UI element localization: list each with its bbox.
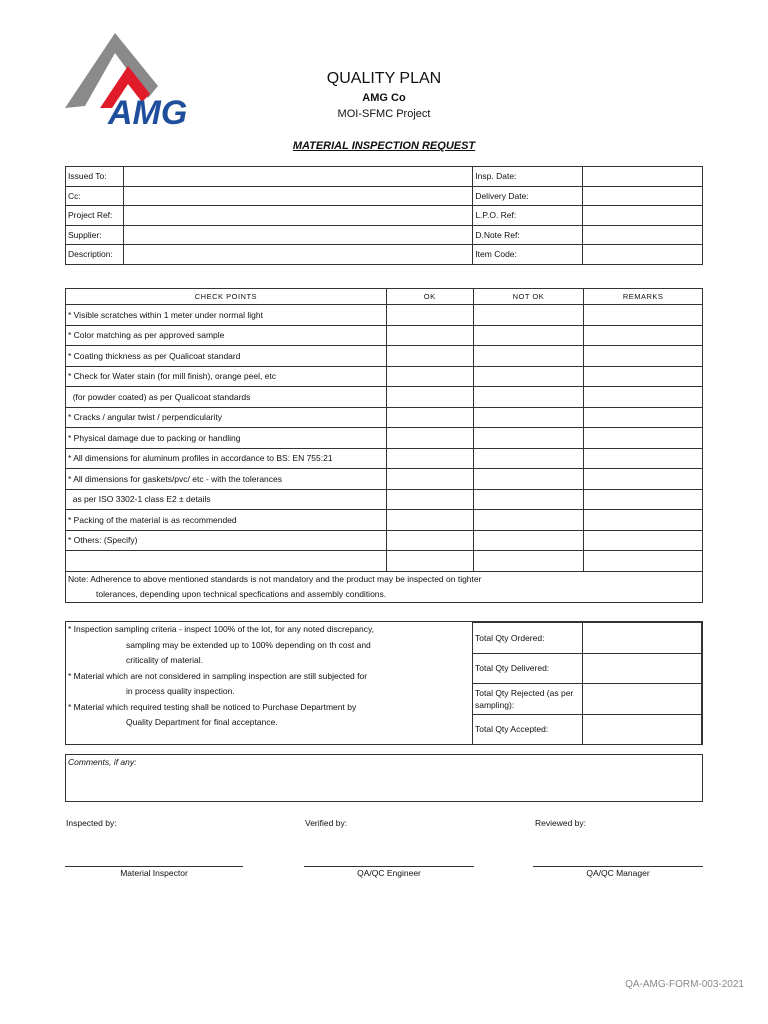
remarks-cell[interactable] [584,346,703,367]
checkpoint-text [66,551,387,572]
checkpoint-text: * Visible scratches within 1 meter under normal light [66,305,387,326]
company-name: AMG Co [362,92,406,104]
ok-cell[interactable] [386,448,473,469]
checklist-row [66,530,703,551]
ok-cell[interactable] [386,489,473,510]
qty-label: Total Qty Accepted: [473,714,583,745]
qty-row [473,714,702,745]
info-row [66,186,703,206]
info-row [66,245,703,265]
info-right-label: D.Note Ref: [473,225,583,245]
checklist-note [66,571,703,602]
inspector-title: Material Inspector [120,868,188,878]
checklist-row [66,448,703,469]
header-check-points: CHECK POINTS [66,289,387,305]
ok-cell[interactable] [386,407,473,428]
project-name: MOI-SFMC Project [337,108,431,120]
header-not-ok: NOT OK [473,289,584,305]
remarks-cell[interactable] [584,305,703,326]
checklist-table [65,288,703,603]
info-left-label: Supplier: [66,225,124,245]
header-ok: OK [386,289,473,305]
form-code: QA-AMG-FORM-003-2021 [625,979,744,990]
info-left-label: Issued To: [66,167,124,187]
qty-row [473,684,702,715]
checklist-row [66,366,703,387]
checkpoint-text: * Coating thickness as per Qualicoat standard [66,346,387,367]
ok-cell[interactable] [386,551,473,572]
info-row [66,206,703,226]
info-right-label: Delivery Date: [473,186,583,206]
checklist-row [66,489,703,510]
remarks-cell[interactable] [584,407,703,428]
note-line-2: tolerances, depending upon technical specfications and assembly conditions. [96,588,387,599]
info-left-value[interactable] [123,245,472,265]
info-right-value[interactable] [583,225,703,245]
sampling-line: Quality Department for final acceptance. [126,717,278,727]
qty-label: Total Qty Delivered: [473,653,583,684]
qty-value[interactable] [582,714,701,745]
ok-cell[interactable] [386,428,473,449]
remarks-cell[interactable] [584,530,703,551]
info-right-value[interactable] [583,167,703,187]
inspector-signature-line[interactable] [65,866,243,867]
not-ok-cell[interactable] [473,366,584,387]
remarks-cell[interactable] [584,489,703,510]
form-title: MATERIAL INSPECTION REQUEST [292,140,476,152]
checklist-header-row [66,289,703,305]
engineer-signature-line[interactable] [304,866,474,867]
info-right-value[interactable] [583,206,703,226]
not-ok-cell[interactable] [473,510,584,531]
qty-label: Total Qty Rejected (as per sampling): [473,684,583,715]
ok-cell[interactable] [386,530,473,551]
not-ok-cell[interactable] [473,407,584,428]
info-left-label: Description: [66,245,124,265]
remarks-cell[interactable] [584,510,703,531]
info-left-value[interactable] [123,225,472,245]
qty-value[interactable] [582,684,701,715]
remarks-cell[interactable] [584,387,703,408]
info-right-label: Insp. Date: [473,167,583,187]
sampling-line: in process quality inspection. [126,686,235,696]
sampling-line: * Material which are not considered in sampling inspection are still subjected for [68,670,368,681]
not-ok-cell[interactable] [473,325,584,346]
checklist-row [66,346,703,367]
header-remarks: REMARKS [584,289,703,305]
not-ok-cell[interactable] [473,346,584,367]
checkpoint-text: * Physical damage due to packing or handling [66,428,387,449]
checkpoint-text: * Color matching as per approved sample [66,325,387,346]
manager-title: QA/QC Manager [586,868,650,878]
not-ok-cell[interactable] [473,469,584,490]
sampling-line: sampling may be extended up to 100% depending on th cost and [126,639,371,650]
checkpoint-text: * Packing of the material is as recommended [66,510,387,531]
qty-row [473,653,702,684]
remarks-cell[interactable] [584,448,703,469]
checkpoint-text: * Check for Water stain (for mill finish), orange peel, etc [66,366,387,387]
not-ok-cell[interactable] [473,305,584,326]
sampling-line: * Inspection sampling criteria - inspect 100% of the lot, for any noted discrepancy, [68,624,375,634]
verified-by-label: Verified by: [305,818,348,828]
info-left-label: Project Ref: [66,206,124,226]
info-row [66,167,703,187]
info-right-label: Item Code: [473,245,583,265]
ok-cell[interactable] [386,510,473,531]
checkpoint-text: (for powder coated) as per Qualicoat standards [66,387,387,408]
not-ok-cell[interactable] [473,448,584,469]
sampling-line: criticality of material. [126,655,203,665]
sampling-criteria [66,622,475,731]
checkpoint-text: as per ISO 3302-1 class E2 ± details [66,489,387,510]
not-ok-cell[interactable] [473,387,584,408]
info-left-value[interactable] [123,186,472,206]
checklist-row [66,305,703,326]
inspected-by-label: Inspected by: [66,818,117,828]
ok-cell[interactable] [386,325,473,346]
checkpoint-text: * All dimensions for aluminum profiles in accordance to BS: EN 755:21 [66,448,387,469]
remarks-cell[interactable] [584,428,703,449]
checklist-row [66,407,703,428]
qty-value[interactable] [582,623,701,654]
ok-cell[interactable] [386,469,473,490]
qty-value[interactable] [582,653,701,684]
reviewed-by-label: Reviewed by: [535,818,587,828]
checklist-row [66,325,703,346]
comments-label: Comments, if any: [68,757,137,767]
checklist-row [66,510,703,531]
sampling-line: * Material which required testing shall be noticed to Purchase Department by [68,701,357,712]
not-ok-cell[interactable] [473,551,584,572]
remarks-cell[interactable] [584,325,703,346]
not-ok-cell[interactable] [473,428,584,449]
qty-row [473,623,702,654]
remarks-cell[interactable] [584,469,703,490]
checklist-row [66,551,703,572]
document-title: QUALITY PLAN [326,70,442,87]
checklist-note-row [66,571,703,602]
ok-cell[interactable] [386,346,473,367]
info-table [65,166,703,265]
info-right-value[interactable] [583,186,703,206]
qty-label: Total Qty Ordered: [473,623,583,654]
checkpoint-text: * Others: (Specify) [66,530,387,551]
manager-signature-line[interactable] [533,866,703,867]
quantity-table [472,622,702,745]
remarks-cell[interactable] [584,366,703,387]
checkpoint-text: * All dimensions for gaskets/pvc/ etc - with the tolerances [66,469,387,490]
info-left-value[interactable] [123,206,472,226]
info-left-value[interactable] [123,167,472,187]
ok-cell[interactable] [386,366,473,387]
ok-cell[interactable] [386,387,473,408]
sampling-box [65,621,703,745]
checklist-row [66,469,703,490]
not-ok-cell[interactable] [473,489,584,510]
remarks-cell[interactable] [584,551,703,572]
checklist-row [66,387,703,408]
engineer-title: QA/QC Engineer [357,868,421,878]
checkpoint-text: * Cracks / angular twist / perpendicularity [66,407,387,428]
note-line-1: Note: Adherence to above mentioned standards is not mandatory and the product may be inspected on tighter [68,573,482,584]
logo-text: AMG [108,94,188,128]
info-left-label: Cc: [66,186,124,206]
not-ok-cell[interactable] [473,530,584,551]
info-row [66,225,703,245]
comments-box[interactable] [65,754,703,802]
info-right-label: L.P.O. Ref: [473,206,583,226]
info-right-value[interactable] [583,245,703,265]
checklist-row [66,428,703,449]
ok-cell[interactable] [386,305,473,326]
